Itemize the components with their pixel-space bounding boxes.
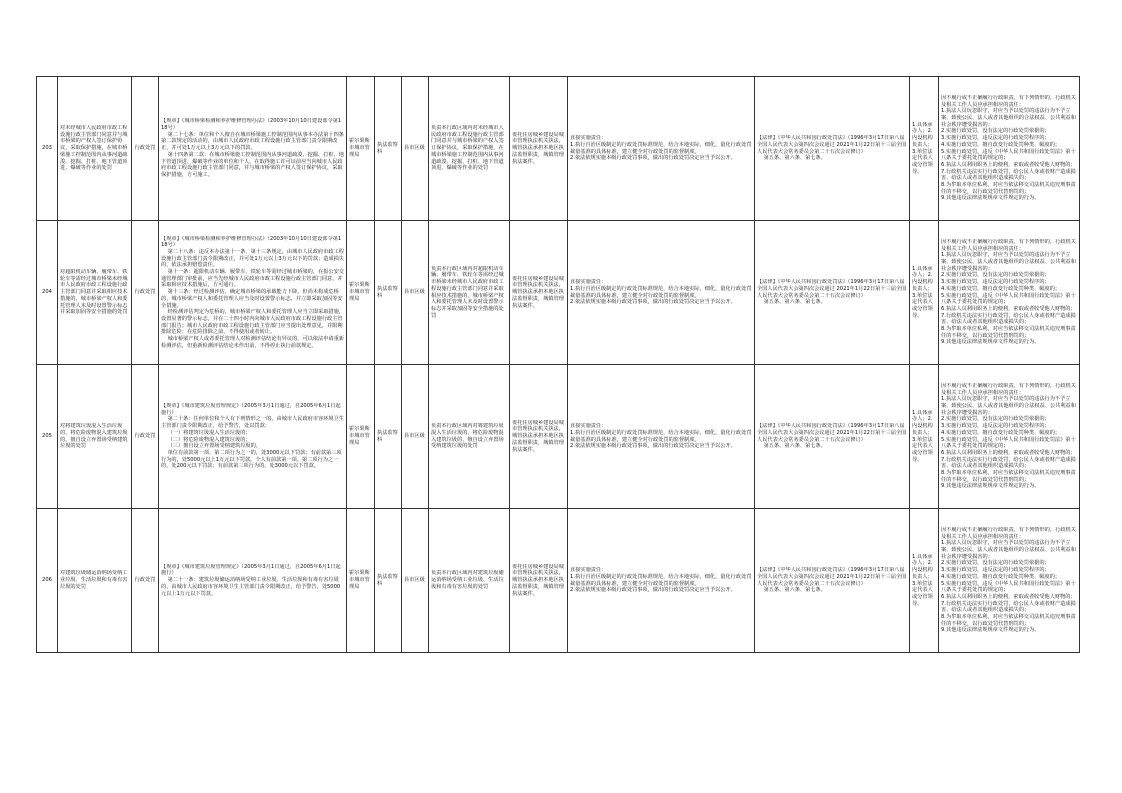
accountability-line: 5.实施行政处罚，违反《中华人民共和国行政处罚法》第十八条关于委托处罚的规定的； xyxy=(941,148,1076,162)
basis-line: 【规章】《城市桥梁检测和养护维修管理办法》（2003年10月10日建设部令第118号） xyxy=(161,235,342,249)
content-text: 负责本行政区域内对未经城市人民政府市政工程设施行政主管部门同意并与城市桥梁的产权人签订保护协议，采取保护措施，在城市桥梁施工控制范围内从事河道疏浚、挖掘、打桩、地下管道顶进、爆破等作业的处罚 xyxy=(431,125,504,172)
cell-seq xyxy=(37,365,58,509)
responsibility-line: 1.执行自治区级制定的行政处罚标准规范，结合本地实际，细化、量化行政处罚裁量基准的具体标准，建立健全对行政处罚的监督制度。 xyxy=(570,573,752,587)
level-text: 县市区级 xyxy=(404,289,425,296)
accountability-line: 5.实施行政处罚，违反《中华人民共和国行政处罚法》第十八条关于委托处罚的规定的； xyxy=(941,436,1076,450)
power-list-table xyxy=(36,76,1080,653)
accountability-line: 5.实施行政处罚，违反《中华人民共和国行政处罚法》第十八条关于委托处罚的规定的； xyxy=(941,580,1076,594)
responsibility-line: 1.执行自治区级制定的行政处罚标准规范，结合本地实际，细化、量化行政处罚裁量基准的具体标准，建立健全对行政处罚的监督制度。 xyxy=(570,285,752,299)
accountability-line: 1.执法人员玩忽职守，对应当予以处罚的违法行为不予立案、致使公民、法人或者其他组织的合法权益、公共利益和社会秩序遭受损害的； xyxy=(941,108,1076,128)
basis-line: 第二十八条：违反本办法第十一条、第十三条规定，由城市人民政府市政工程设施行政主管部门责令限期改正，并可处1万元以上3万元以下的罚款；造成损失的，依法承担赔偿责任。 xyxy=(161,248,344,269)
name-text: 对未经城市人民政府市政工程设施行政主管部门同意并与城市桥梁的产权人签订保护协议，采取保护措施，在城市桥梁施工控制范围内从事河道疏浚、挖掘、打桩、地下管道顶进、爆破等作业的处罚 xyxy=(60,125,128,172)
cell-content xyxy=(429,509,510,653)
basis-line: 第二十一条：建筑垃圾储运消纳场受纳工业垃圾、生活垃圾和有毒有害垃圾的，由城市人民政府市容环境卫生主管部门责令限期改正，给予警告，处5000元以上1万元以下罚款。 xyxy=(161,577,341,597)
table-row xyxy=(37,221,1080,365)
category-text: 行政处罚 xyxy=(134,433,156,440)
accountability-line: 8.为牟取本单位私利，对应当依法移交司法机关追究刑事责任的不移交，以行政处罚代替刑罚的； xyxy=(941,470,1076,483)
basis-line: 【规章】《城市桥梁检测和养护维修管理办法》（2003年10月10日建设部令第118号） xyxy=(161,118,342,132)
basis-line: （二）将危险废物混入建筑垃圾的； xyxy=(161,436,251,443)
level-text: 县市区级 xyxy=(404,145,425,152)
responsibility-line: 直接实施责任： xyxy=(570,423,607,430)
responsibility-line: 直接实施责任： xyxy=(570,567,607,574)
cell-department xyxy=(347,365,375,509)
accountability-line: 3.实施行政处罚，违反法定的行政处罚程序的； xyxy=(941,567,1050,574)
responsibility-line: 2.依法依规实施本级行政处罚事项，做出的行政处罚决定应当予以公开。 xyxy=(570,443,736,450)
cell-responsibility xyxy=(568,221,755,365)
cell-basis xyxy=(159,77,347,221)
unit-text: 执法监察科 xyxy=(377,573,398,587)
basis-line: 第十一条：超限机动车辆、履带车、铁轮车等需经过城市桥梁的，在报公安交通管理部门审批前，应当先经城市人民政府市政工程设施行政主管部门同意，并采取相应技术措施后，方可通行。 xyxy=(161,269,344,289)
content-text: 负责本行政区域内对将建筑垃圾混入生活垃圾的、将危险废物混入建筑垃圾的、擅自设立弃置场受纳建筑垃圾的处罚 xyxy=(431,423,504,450)
division-text: 委托住房城乡建设局城市管理执法机关执法，城管执法承担本地区执法监督职责，城镇管理执法案件。 xyxy=(512,419,564,453)
cell-responsibility-basis xyxy=(755,509,910,653)
cell-category xyxy=(132,77,159,221)
resp-basis-line: 【法律】《中华人民共和国行政处罚法》（1996年3月17日第八届全国人民代表大会第四次会议通过 2021年1月22日第十三届全国人民代表大会常务委员会第二十五次会议修订） xyxy=(757,135,907,155)
cell-seq xyxy=(37,77,58,221)
resp-basis-line: 第五条、第六条、第七条。 xyxy=(757,443,826,450)
cell-accountability xyxy=(939,77,1080,221)
accountability-line: 因不履行或不正确履行行政职责，有下列情形的，行政机关及相关工作人员应承担相应的责任： xyxy=(941,382,1076,396)
unit-text: 执法监察科 xyxy=(377,285,398,299)
seq-text: 204 xyxy=(42,289,52,296)
accountability-line: 8.为牟取本单位私利，对应当依法移交司法机关追究刑事责任的不移交，以行政处罚代替刑罚的； xyxy=(941,326,1076,339)
basis-line: 第十四条第二款：在城市桥梁施工控制范围内从事河道疏浚、挖掘、打桩、地下管道顶进、爆破等作业的单位和个人，在取得施工许可证前应当向城市人民政府市政工程设施行政主管部门同意，并与城市桥梁的产权人签订保护协议，采取保护措施，方可施工。 xyxy=(161,151,344,178)
cell-responsibility xyxy=(568,365,755,509)
accountability-line: 8.为牟取本单位私利，对应当依法移交司法机关追究刑事责任的不移交，以行政处罚代替刑罚的； xyxy=(941,182,1076,195)
accountability-line: 因不履行或不正确履行行政职责，有下列情形的，行政机关及相关工作人员应承担相应的责任： xyxy=(941,94,1076,108)
cell-responsibility-basis xyxy=(755,221,910,365)
responsibility-line: 2.依法依规实施本级行政处罚事项，做出的行政处罚决定应当予以公开。 xyxy=(570,587,736,594)
accountability-line: 7.行政机关违法实行行政处罚，给公民人身或者财产造成损害、给法人或者其他组织造成损失的； xyxy=(941,312,1076,326)
resp-basis-line: 第五条、第六条、第七条。 xyxy=(757,155,826,162)
responsibility-line: 2.依法依规实施本级行政处罚事项，做出的行政处罚决定应当予以公开。 xyxy=(570,299,736,306)
table-row xyxy=(37,77,1080,221)
accountability-line: 3.实施行政处罚，违反法定的行政处罚程序的； xyxy=(941,135,1050,142)
dept-text: 霍尔果斯市城市管理局 xyxy=(349,138,370,158)
name-text: 对建筑垃圾储运消纳场受纳工业垃圾、生活垃圾和有毒有害垃圾的处罚 xyxy=(60,570,128,590)
content-text: 负责本行政区域内对建筑垃圾储运消纳场受纳工业垃圾、生活垃圾和有毒有害垃圾的处罚 xyxy=(431,570,504,590)
resp-basis-line: 第五条、第六条、第七条。 xyxy=(757,299,826,306)
responsibility-line: 直接实施责任： xyxy=(570,135,607,142)
accountability-line: 2.实施行政处罚，没有法定的行政处罚依据的； xyxy=(941,416,1050,423)
seq-text: 205 xyxy=(42,433,52,440)
level-text: 县市区级 xyxy=(404,433,425,440)
seq-text: 203 xyxy=(42,145,52,152)
accountability-line: 8.为牟取本单位私利，对应当依法移交司法机关追究刑事责任的不移交，以行政处罚代替刑罚的； xyxy=(941,614,1076,627)
cell-item-name xyxy=(58,509,132,653)
basis-line: 第十三条：经过检测评估，确定城市桥梁的承载能力下降，但尚未构成危桥的，城市桥梁产权人和委托管理人应当及时设置警示标志，并立即采取加固等安全措施。 xyxy=(161,289,343,309)
responsibility-line: 1.执行自治区级制定的行政处罚标准规范，结合本地实际，细化、量化行政处罚裁量基准的具体标准，建立健全对行政处罚的监督制度。 xyxy=(570,429,752,443)
division-text: 委托住房城乡建设局城市管理执法机关执法，城管执法承担本地区执法监督职责，城镇管理执法案件。 xyxy=(512,131,564,165)
category-text: 行政处罚 xyxy=(134,289,156,296)
accountability-line: 4.实施行政处罚，擅自改变行政处罚种类、幅度的； xyxy=(941,285,1061,292)
category-text: 行政处罚 xyxy=(134,145,156,152)
cell-item-name xyxy=(58,365,132,509)
basis-line: 经检测评估判定为危桥的，城市桥梁产权人和委托管理人应当立即采取措施，设置显著的警示标志，并在二十四小时内向城市人民政府市政工程设施行政主管部门报告；城市人民政府市政工程设施行政主管部门应当提出处理意见，并限期排除危险；在危险排除之前，不得使用或者转让。 xyxy=(161,309,344,336)
accountability-line: 7.行政机关违法实行行政处罚，给公民人身或者财产造成损害、给法人或者其他组织造成损失的； xyxy=(941,600,1076,614)
cell-responsibility-basis xyxy=(755,77,910,221)
accountability-line: 9.其他违反法律法规规章文件规定的行为。 xyxy=(941,483,1040,490)
responsibility-line: 直接实施责任： xyxy=(570,279,607,286)
cell-item-name xyxy=(58,221,132,365)
cell-accountability xyxy=(939,509,1080,653)
accountability-line: 9.其他违反法律法规规章文件规定的行为。 xyxy=(941,339,1040,346)
accountability-line: 2.实施行政处罚，没有法定的行政处罚依据的； xyxy=(941,128,1050,135)
table-row xyxy=(37,509,1080,653)
unit-text: 执法监察科 xyxy=(377,141,398,155)
cell-category xyxy=(132,509,159,653)
cell-subject xyxy=(910,221,939,365)
cell-item-name xyxy=(58,77,132,221)
responsibility-line: 2.依法依规实施本级行政处罚事项，做出的行政处罚决定应当予以公开。 xyxy=(570,155,736,162)
accountability-line: 3.实施行政处罚，违反法定的行政处罚程序的； xyxy=(941,279,1050,286)
accountability-line: 9.其他违反法律法规规章文件规定的行为。 xyxy=(941,195,1040,202)
cell-division xyxy=(510,221,568,365)
resp-basis-line: 【法律】《中华人民共和国行政处罚法》（1996年3月17日第八届全国人民代表大会第四次会议通过 2021年1月22日第十三届全国人民代表大会常务委员会第二十五次会议修订） xyxy=(757,423,907,443)
accountability-line: 4.实施行政处罚，擅自改变行政处罚种类、幅度的； xyxy=(941,573,1061,580)
accountability-line: 1.执法人员玩忽职守，对应当予以处罚的违法行为不予立案、致使公民、法人或者其他组织的合法权益、公共利益和社会秩序遭受损害的； xyxy=(941,252,1076,272)
accountability-line: 5.实施行政处罚，违反《中华人民共和国行政处罚法》第十八条关于委托处罚的规定的； xyxy=(941,292,1076,306)
cell-unit xyxy=(375,77,402,221)
resp-basis-line: 【法律】《中华人民共和国行政处罚法》（1996年3月17日第八届全国人民代表大会第四次会议通过 2021年1月22日第十三届全国人民代表大会常务委员会第二十五次会议修订） xyxy=(757,279,907,299)
cell-accountability xyxy=(939,221,1080,365)
cell-basis xyxy=(159,365,347,509)
cell-department xyxy=(347,509,375,653)
accountability-line: 6.执法人员利用职务上的便利，索取或者收受他人财物的； xyxy=(941,449,1076,456)
basis-line: 【规章】《城市建筑垃圾管理规定》（2005年3月1日通过，自2005年6月1日起施行） xyxy=(161,563,341,577)
cell-subject xyxy=(910,509,939,653)
basis-line: （三）擅自设立弃置场受纳建筑垃圾的。 xyxy=(161,443,261,450)
subject-text: 1.具体承办人；2.内设机构负责人；3.单位法定代表人或分管领导。 xyxy=(912,265,933,319)
subject-text: 1.具体承办人；2.内设机构负责人；3.单位法定代表人或分管领导。 xyxy=(912,409,933,463)
cell-department xyxy=(347,77,375,221)
cell-responsibility xyxy=(568,509,755,653)
accountability-line: 7.行政机关违法实行行政处罚，给公民人身或者财产造成损害、给法人或者其他组织造成损失的； xyxy=(941,168,1076,182)
basis-line: 城市桥梁产权人或者委托管理人对检测评估结论有异议的，可以依法申请重新检测评估，但重新检测评估结论未作出前，不得停止执行前款规定。 xyxy=(161,336,344,349)
cell-category xyxy=(132,365,159,509)
division-text: 委托住房城乡建设局城市管理执法机关执法，城管执法承担本地区执法监督职责，城镇管理执法案件。 xyxy=(512,563,564,597)
resp-basis-line: 第五条、第六条、第七条。 xyxy=(757,587,826,594)
cell-unit xyxy=(375,221,402,365)
name-text: 对将建筑垃圾混入生活垃圾的、将危险废物混入建筑垃圾的、擅自设立弃置场受纳建筑垃圾的处罚 xyxy=(60,423,128,450)
cell-subject xyxy=(910,365,939,509)
accountability-line: 1.执法人员玩忽职守，对应当予以处罚的违法行为不予立案、致使公民、法人或者其他组织的合法权益、公共利益和社会秩序遭受损害的； xyxy=(941,540,1076,560)
cell-accountability xyxy=(939,365,1080,509)
cell-department xyxy=(347,221,375,365)
cell-basis xyxy=(159,509,347,653)
category-text: 行政处罚 xyxy=(134,577,156,584)
cell-division xyxy=(510,77,568,221)
responsibility-line: 1.执行自治区级制定的行政处罚标准规范，结合本地实际，细化、量化行政处罚裁量基准的具体标准，建立健全对行政处罚的监督制度。 xyxy=(570,141,752,155)
subject-text: 1.具体承办人；2.内设机构负责人；3.单位法定代表人或分管领导。 xyxy=(912,553,933,607)
division-text: 委托住房城乡建设局城市管理执法机关执法，城管执法承担本地区执法监督职责，城镇管理执法案件。 xyxy=(512,275,564,309)
dept-text: 霍尔果斯市城市管理局 xyxy=(349,426,370,446)
cell-seq xyxy=(37,221,58,365)
accountability-line: 9.其他违反法律法规规章文件规定的行为。 xyxy=(941,627,1040,634)
accountability-line: 1.执法人员玩忽职守，对应当予以处罚的违法行为不予立案、致使公民、法人或者其他组织的合法权益、公共利益和社会秩序遭受损害的； xyxy=(941,396,1076,416)
cell-unit xyxy=(375,509,402,653)
cell-seq xyxy=(37,509,58,653)
accountability-line: 因不履行或不正确履行行政职责，有下列情形的，行政机关及相关工作人员应承担相应的责任： xyxy=(941,526,1076,540)
basis-line: （一）将建筑垃圾混入生活垃圾的； xyxy=(161,429,251,436)
dept-text: 霍尔果斯市城市管理局 xyxy=(349,282,370,302)
basis-line: 第二十条：任何单位和个人有下列情形之一的，由城市人民政府市容环境卫生主管部门责令限期改正，给予警告，处以罚款： xyxy=(161,416,344,430)
accountability-line: 6.执法人员利用职务上的便利，索取或者收受他人财物的； xyxy=(941,305,1076,312)
cell-level xyxy=(402,221,429,365)
accountability-line: 2.实施行政处罚，没有法定的行政处罚依据的； xyxy=(941,560,1050,567)
cell-unit xyxy=(375,365,402,509)
cell-category xyxy=(132,221,159,365)
level-text: 县市区级 xyxy=(404,577,425,584)
content-text: 负责本行政区域内对超限机动车辆、履带车、铁轮车等需经过城市桥梁未经城市人民政府市政工程设施行政主管部门同意并采取相应技术措施的，城市桥梁产权人和委托管理人未及时设置警示标志并采取加固等安全措施的处罚 xyxy=(431,265,504,319)
cell-level xyxy=(402,365,429,509)
accountability-line: 4.实施行政处罚，擅自改变行政处罚种类、幅度的； xyxy=(941,429,1061,436)
accountability-line: 因不履行或不正确履行行政职责，有下列情形的，行政机关及相关工作人员应承担相应的责任： xyxy=(941,238,1076,252)
cell-responsibility xyxy=(568,77,755,221)
resp-basis-line: 【法律】《中华人民共和国行政处罚法》（1996年3月17日第八届全国人民代表大会第四次会议通过 2021年1月22日第十三届全国人民代表大会常务委员会第二十五次会议修订） xyxy=(757,567,907,587)
table-row xyxy=(37,365,1080,509)
seq-text: 206 xyxy=(42,577,52,584)
cell-level xyxy=(402,77,429,221)
basis-line: 单位有前款第一项、第二项行为之一的，处3000元以下罚款；有前款第三项行为的，处5000元以上1万元以下罚款。个人有前款第一项、第二项行为之一的，处200元以下罚款；有前款第三项行为的，处3000元以下罚款。 xyxy=(161,449,342,470)
basis-line: 第二十七条：单位和个人擅自在城市桥梁施工控制范围内从事本办法第十四条第二款规定的活动的，由城市人民政府市政工程设施行政主管部门责令限期改正，并可处1万元以上3万元以下的罚款。 xyxy=(161,131,344,152)
name-text: 对超限机动车辆、履带车、铁轮车等需经过城市桥梁未经城市人民政府市政工程设施行政主管部门同意并采取相应技术措施的，城市桥梁产权人和委托管理人未及时设置警示标志并采取加固等安全措施的处罚 xyxy=(60,269,128,316)
cell-content xyxy=(429,77,510,221)
cell-division xyxy=(510,365,568,509)
basis-line: 【规章】《城市建筑垃圾管理规定》（2005年3月1日通过，自2005年6月1日起施行） xyxy=(161,402,341,416)
cell-content xyxy=(429,365,510,509)
cell-content xyxy=(429,221,510,365)
subject-text: 1.具体承办人；2.内设机构负责人；3.单位法定代表人或分管领导。 xyxy=(912,121,933,175)
unit-text: 执法监察科 xyxy=(377,429,398,443)
accountability-line: 3.实施行政处罚，违反法定的行政处罚程序的； xyxy=(941,423,1050,430)
cell-level xyxy=(402,509,429,653)
accountability-line: 6.执法人员利用职务上的便利，索取或者收受他人财物的； xyxy=(941,161,1076,168)
accountability-line: 4.实施行政处罚，擅自改变行政处罚种类、幅度的； xyxy=(941,141,1061,148)
accountability-line: 6.执法人员利用职务上的便利，索取或者收受他人财物的； xyxy=(941,593,1076,600)
accountability-line: 7.行政机关违法实行行政处罚，给公民人身或者财产造成损害、给法人或者其他组织造成损失的； xyxy=(941,456,1076,470)
cell-division xyxy=(510,509,568,653)
accountability-line: 2.实施行政处罚，没有法定的行政处罚依据的； xyxy=(941,272,1050,279)
cell-basis xyxy=(159,221,347,365)
cell-subject xyxy=(910,77,939,221)
dept-text: 霍尔果斯市城市管理局 xyxy=(349,570,370,590)
cell-responsibility-basis xyxy=(755,365,910,509)
table-body xyxy=(37,77,1080,653)
